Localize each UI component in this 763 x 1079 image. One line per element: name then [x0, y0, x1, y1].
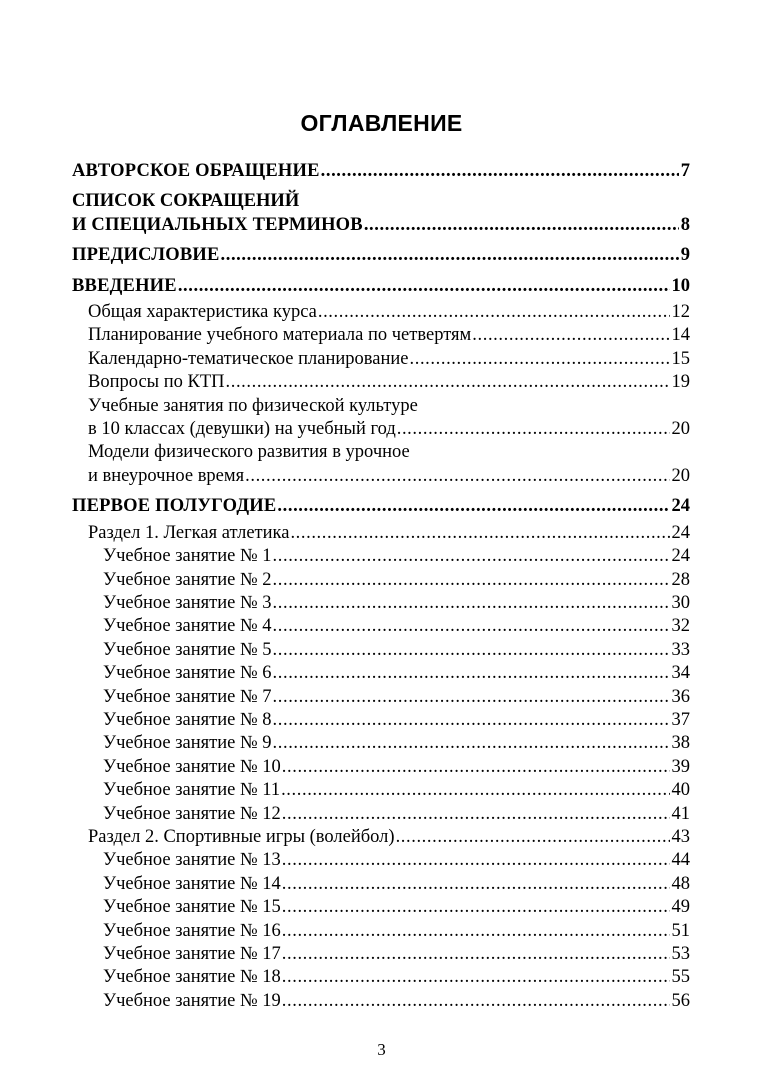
- toc-entry[interactable]: [72, 709, 690, 732]
- dot-leader: [282, 896, 670, 919]
- toc-entry-label: Учебное занятие № 1: [103, 546, 272, 567]
- toc-entry-page: 24: [671, 496, 690, 517]
- dot-leader: [282, 803, 670, 826]
- toc-entry[interactable]: [72, 569, 690, 592]
- toc-entry-label: ПРЕДИСЛОВИЕ: [72, 245, 220, 266]
- toc-entry-page: 9: [680, 245, 690, 266]
- toc-entry-label: Вопросы по КТП: [88, 372, 225, 393]
- toc-entry-label: Учебное занятие № 15: [103, 897, 281, 918]
- toc-entry-page: 7: [680, 161, 690, 181]
- toc-entry-label: Учебное занятие № 13: [103, 850, 281, 871]
- toc-entry-row: [103, 873, 690, 896]
- dot-leader: [178, 275, 670, 298]
- toc-entry-row: [103, 756, 690, 779]
- toc-entry-label: Учебное занятие № 4: [103, 616, 272, 637]
- toc-entry-label: Раздел 1. Легкая атлетика: [88, 522, 290, 543]
- toc-entry-page: 43: [671, 826, 690, 847]
- dot-leader: [273, 686, 670, 709]
- toc-entry-page: 44: [671, 850, 690, 871]
- toc-entry-label: Учебное занятие № 5: [103, 639, 272, 660]
- toc-entry-page: 10: [671, 275, 690, 296]
- toc-entry[interactable]: [72, 920, 690, 943]
- dot-leader: [221, 244, 679, 267]
- toc-entry-label: Учебное занятие № 14: [103, 873, 281, 894]
- toc-entry[interactable]: [72, 545, 690, 568]
- toc-entry[interactable]: [72, 244, 690, 267]
- toc-entry[interactable]: [72, 756, 690, 779]
- toc-entry-row: [103, 615, 690, 638]
- toc-entry-row: [103, 709, 690, 732]
- dot-leader: [226, 371, 670, 394]
- toc-entry[interactable]: [72, 662, 690, 685]
- toc-entry-row: [103, 732, 690, 755]
- dot-leader: [364, 214, 679, 237]
- toc-entry-label: АВТОРСКОЕ ОБРАЩЕНИЕ: [72, 161, 320, 181]
- toc-entry-page: 51: [671, 920, 690, 941]
- toc-entry[interactable]: [72, 160, 690, 183]
- toc-entry[interactable]: [72, 324, 690, 347]
- dot-leader: [273, 662, 670, 685]
- toc-entry-row: [103, 803, 690, 826]
- toc-entry-row: [88, 324, 690, 347]
- dot-leader: [273, 569, 670, 592]
- toc-entry[interactable]: [72, 395, 690, 442]
- toc-entry-page: 28: [671, 569, 690, 590]
- toc-entry-row: [103, 990, 690, 1013]
- dot-leader: [273, 615, 670, 638]
- toc-title: ОГЛАВЛЕНИЕ: [300, 110, 463, 136]
- toc-entry-row: [103, 966, 690, 989]
- toc-entry-line: СПИСОК СОКРАЩЕНИЙ: [72, 191, 300, 212]
- toc-entry-row: [88, 301, 690, 324]
- toc-entry-page: 37: [671, 709, 690, 730]
- toc-entry-page: 55: [671, 967, 690, 988]
- toc-entry-row: [72, 160, 690, 183]
- toc-entry[interactable]: [72, 348, 690, 371]
- toc-entry-row: [103, 545, 690, 568]
- dot-leader: [282, 756, 670, 779]
- dot-leader: [396, 826, 670, 849]
- dot-leader: [282, 990, 670, 1013]
- toc-entry-row: [103, 569, 690, 592]
- toc-entry-label: Учебное занятие № 8: [103, 709, 272, 730]
- toc-entry-label: ПЕРВОЕ ПОЛУГОДИЕ: [72, 496, 277, 517]
- toc-entry-label: Учебное занятие № 6: [103, 663, 272, 684]
- toc-entry-row: [103, 943, 690, 966]
- toc-entry-page: 38: [671, 733, 690, 754]
- toc-entry-label: Учебное занятие № 18: [103, 967, 281, 988]
- toc-entry[interactable]: [72, 592, 690, 615]
- toc-entry-row: [72, 244, 690, 267]
- toc-entry[interactable]: [72, 966, 690, 989]
- toc-entry-line: Модели физического развития в урочное: [88, 442, 410, 463]
- toc-entry[interactable]: [72, 615, 690, 638]
- toc-entry-row: [103, 639, 690, 662]
- dot-leader: [472, 324, 669, 347]
- toc-entry-label: Общая характеристика курса: [88, 302, 317, 323]
- dot-leader: [273, 709, 670, 732]
- toc-entry-page: 34: [671, 663, 690, 684]
- page-number: 3: [377, 1040, 386, 1059]
- toc-entry-page: 24: [671, 522, 690, 543]
- toc-entry[interactable]: [72, 275, 690, 298]
- toc-entry-page: 48: [671, 873, 690, 894]
- toc-entry-page: 20: [671, 419, 690, 440]
- toc-entry-row: [103, 896, 690, 919]
- toc-entry-page: 53: [671, 944, 690, 964]
- toc-entry-label: Раздел 2. Спортивные игры (волейбол): [88, 826, 395, 847]
- toc-entry-page: 20: [671, 465, 690, 486]
- toc-entry-label: Учебное занятие № 16: [103, 920, 281, 941]
- toc-entry[interactable]: [72, 896, 690, 919]
- toc-entry[interactable]: [72, 732, 690, 755]
- toc-entry-row: [72, 275, 690, 298]
- dot-leader: [397, 418, 670, 441]
- toc-entry-label: и внеурочное время: [88, 465, 245, 486]
- toc-entry-label: в 10 классах (девушки) на учебный год: [88, 419, 396, 440]
- toc-entry[interactable]: [72, 441, 690, 488]
- toc-entry-label: Учебное занятие № 11: [103, 780, 281, 801]
- dot-leader: [282, 966, 670, 989]
- toc-entry-page: 56: [671, 990, 690, 1011]
- toc-entry-label: И СПЕЦИАЛЬНЫХ ТЕРМИНОВ: [72, 214, 363, 235]
- toc-entry-page: 39: [671, 756, 690, 777]
- toc-entry-row: [88, 465, 690, 488]
- toc-entry[interactable]: [72, 495, 690, 518]
- dot-leader: [410, 348, 670, 371]
- toc-entry-row: [88, 371, 690, 394]
- toc-entry-label: Календарно-тематическое планирование: [88, 348, 409, 369]
- toc-entry-row: [103, 779, 690, 802]
- toc-entry-page: 30: [671, 592, 690, 613]
- toc-entry-page: 24: [671, 546, 690, 567]
- toc-entry-row: [88, 826, 690, 849]
- toc-entry-row: [72, 495, 690, 518]
- toc-entry-row: [103, 662, 690, 685]
- toc-entry-page: 49: [671, 897, 690, 918]
- toc-entry-page: 40: [671, 780, 690, 801]
- toc-entry-row: [103, 686, 690, 709]
- toc-entry[interactable]: [72, 190, 690, 237]
- toc-entry-row: [103, 920, 690, 943]
- toc-entry-label: Учебное занятие № 17: [103, 944, 281, 964]
- dot-leader: [273, 545, 670, 568]
- toc-entry-row: [103, 849, 690, 872]
- table-of-contents: [72, 153, 690, 1013]
- toc-entry-row: [103, 592, 690, 615]
- toc-entry[interactable]: [72, 849, 690, 872]
- toc-entry[interactable]: [72, 371, 690, 394]
- toc-entry-page: 33: [671, 639, 690, 660]
- toc-entry-row: [88, 522, 690, 545]
- dot-leader: [245, 465, 669, 488]
- dot-leader: [282, 943, 670, 966]
- toc-entry-row: [88, 418, 690, 441]
- toc-entry-label: ВВЕДЕНИЕ: [72, 275, 177, 296]
- dot-leader: [321, 160, 679, 183]
- dot-leader: [281, 779, 669, 802]
- toc-entry-page: 19: [671, 372, 690, 393]
- toc-entry-page: 41: [671, 803, 690, 824]
- toc-entry-row: [88, 348, 690, 371]
- toc-entry-page: 15: [671, 348, 690, 369]
- toc-entry-label: Учебное занятие № 9: [103, 733, 272, 754]
- dot-leader: [273, 639, 670, 662]
- toc-entry[interactable]: [72, 686, 690, 709]
- toc-entry[interactable]: [72, 873, 690, 896]
- toc-entry[interactable]: [72, 779, 690, 802]
- toc-entry-label: Учебное занятие № 3: [103, 592, 272, 613]
- toc-entry-label: Учебное занятие № 7: [103, 686, 272, 707]
- dot-leader: [282, 920, 670, 943]
- dot-leader: [290, 522, 669, 545]
- toc-entry-page: 36: [671, 686, 690, 707]
- dot-leader: [282, 849, 670, 872]
- toc-entry[interactable]: [72, 826, 690, 849]
- toc-entry-label: Учебное занятие № 19: [103, 990, 281, 1011]
- toc-entry-label: Учебное занятие № 10: [103, 756, 281, 777]
- toc-entry-label: Учебное занятие № 12: [103, 803, 281, 824]
- toc-entry[interactable]: [72, 301, 690, 324]
- dot-leader: [282, 873, 670, 896]
- toc-entry[interactable]: [72, 990, 690, 1013]
- toc-entry-page: 12: [671, 302, 690, 323]
- toc-entry[interactable]: [72, 803, 690, 826]
- dot-leader: [273, 732, 670, 755]
- toc-entry[interactable]: [72, 943, 690, 966]
- toc-entry[interactable]: [72, 522, 690, 545]
- toc-entry-page: 8: [680, 214, 690, 235]
- dot-leader: [273, 592, 670, 615]
- toc-entry-line: Учебные занятия по физической культуре: [88, 395, 418, 416]
- toc-entry-page: 14: [671, 325, 690, 346]
- toc-entry[interactable]: [72, 639, 690, 662]
- toc-entry-page: 32: [671, 616, 690, 637]
- toc-entry-label: Учебное занятие № 2: [103, 569, 272, 590]
- dot-leader: [318, 301, 670, 324]
- dot-leader: [277, 495, 669, 518]
- toc-entry-row: [72, 214, 690, 237]
- toc-entry-label: Планирование учебного материала по четвертям: [88, 325, 472, 346]
